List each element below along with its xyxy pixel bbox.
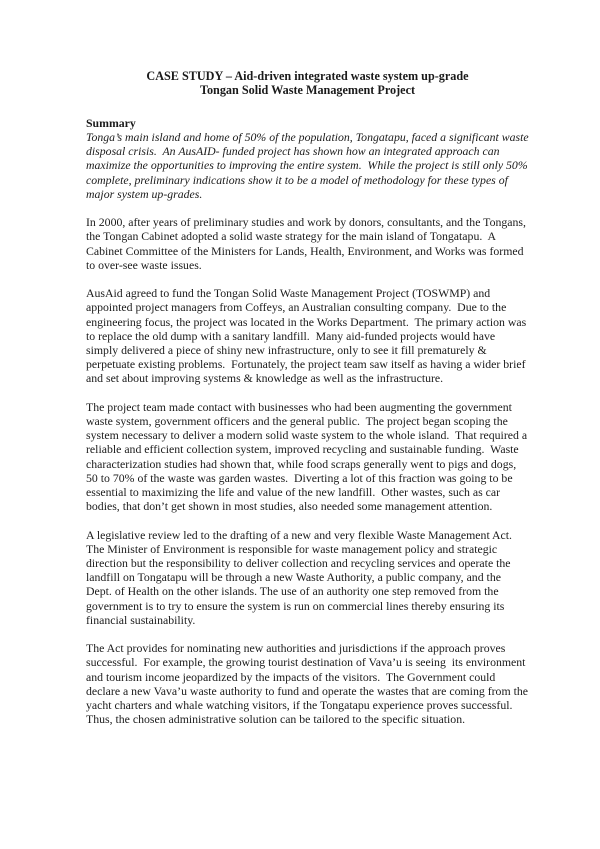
paragraph-ausaid-funding: AusAid agreed to fund the Tongan Solid Waste Management Project (TOSWMP) and appointed project managers from Coffeys, an Australian consulting company. Due to the engineering focus, the project was located in the Works Department. The primary action was to replace the old dump with a sanitary landfill. Many aid-funded projects would have simply delivered a piece of shiny new infrastructure, only to see it fill prematurely & perpetuate existing problems. Fortunately, the project team saw itself as having a wider brief and set about improving systems & knowledge as well as the infrastructure. bbox=[86, 286, 530, 386]
title-line-2: Tongan Solid Waste Management Project bbox=[199, 83, 416, 98]
summary-heading: Summary bbox=[86, 115, 136, 130]
document-title bbox=[86, 69, 529, 98]
paragraph-legislative-review: A legislative review led to the drafting of a new and very flexible Waste Management Act. The Minister of Environment is responsible for waste management policy and strategic direction but the responsibility to deliver collection and recycling services and operate the landfill on Tongatapu will be through a new Waste Authority, a public company, and the Dept. of Health on the other islands. The use of an authority one step removed from the government is to try to ensure the system is run on commercial lines thereby ensuring its financial sustainability. bbox=[86, 527, 518, 627]
paragraph-cabinet-strategy: In 2000, after years of preliminary studies and work by donors, consultants, and the Tongans, the Tongan Cabinet adopted a solid waste strategy for the main island of Tongatapu. A Cabinet Committee of the Ministers for Lands, Health, Environment, and Works was formed to over-see waste issues. bbox=[86, 215, 529, 272]
paragraph-project-scoping: The project team made contact with businesses who had been augmenting the government waste system, government officers and the general public. The project began scoping the system necessary to deliver a modern solid waste system to the whole island. That required a reliable and efficient collection system, improved recycling and sustainable funding. Waste characterization studies had shown that, while food scraps generally went to pigs and dogs, 50 to 70% of the waste was garden wastes. Diverting a lot of this fraction was going to be essential to maximizing the life and value of the new landfill. Other wastes, such as car bodies, that don’t get shown in most studies, also needed some management attention. bbox=[86, 399, 531, 514]
title-line-1: CASE STUDY – Aid-driven integrated waste system up-grade bbox=[146, 69, 469, 83]
paragraph-act-provisions: The Act provides for nominating new authorities and jurisdictions if the approach proves successful. For example, the growing tourist destination of Vava’u is seeing its environment and tourism income jeopardized by the impacts of the visitors. The Government could declare a new Vava’u waste authority to fund and operate the wastes that are coming from the yacht charters and whale watching visitors, if the Tongatapu experience proves successful. Thus, the chosen administrative solution can be tailored to the specific situation. bbox=[86, 641, 531, 727]
summary-paragraph: Tonga’s main island and home of 50% of the population, Tongatapu, faced a significant waste disposal crisis. An AusAID- funded project has shown how an integrated approach can maximize the opportunities to improving the entire system. While the project is still only 50% complete, preliminary indications show it to be a model of methodology for these types of major system up-grades. bbox=[86, 130, 532, 201]
